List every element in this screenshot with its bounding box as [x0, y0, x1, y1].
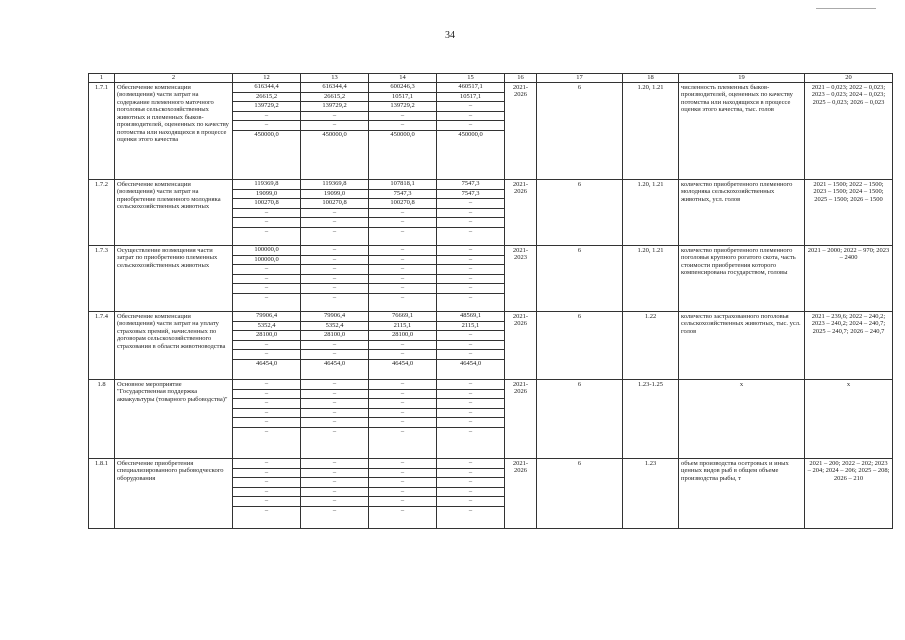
- value-line: –: [301, 209, 368, 219]
- value-line: 460517,1: [437, 83, 504, 93]
- value-line: –: [233, 469, 300, 479]
- value-stack: [233, 180, 300, 236]
- value-line: –: [400, 427, 405, 435]
- value-line: –: [233, 275, 300, 285]
- value-line: –: [369, 390, 436, 400]
- value-line: –: [233, 284, 300, 294]
- value-stack: [437, 180, 504, 236]
- value-line: –: [400, 227, 405, 235]
- value-cell: [369, 380, 437, 459]
- value-cell: [369, 312, 437, 380]
- row-id: 1.8.1: [89, 459, 115, 529]
- value-line: –: [468, 506, 473, 514]
- value-cell: [369, 246, 437, 312]
- value-stack: [369, 312, 436, 368]
- value-line: –: [369, 265, 436, 275]
- value-line: –: [437, 284, 504, 294]
- header-cell: 15: [437, 74, 505, 83]
- value-line: –: [233, 399, 300, 409]
- value-line: –: [468, 227, 473, 235]
- value-line: –: [437, 275, 504, 285]
- header-cell: 17: [537, 74, 623, 83]
- value-cell: [437, 246, 505, 312]
- value-line: 46454,0: [323, 359, 346, 367]
- value-line: –: [369, 246, 436, 256]
- row-id: 1.8: [89, 380, 115, 459]
- value-line: –: [301, 459, 368, 469]
- value-line: –: [369, 256, 436, 266]
- indicator-ref-cell: 1.20, 1.21: [623, 246, 679, 312]
- value-line: 10517,1: [369, 93, 436, 103]
- value-cell: [437, 459, 505, 529]
- value-line: 139729,2: [233, 102, 300, 112]
- value-line: –: [301, 409, 368, 419]
- row-name: Обеспечение компенсации (возмещения) части затрат на содержание племенного маточного поголовья сельскохозяйственных животных и племенных быков-производителей, оцененных по качеству потомства или находящихся в процессе оценки этого качества: [115, 83, 233, 180]
- value-line: 107818,1: [369, 180, 436, 190]
- value-line: 79906,4: [301, 312, 368, 322]
- value-line: –: [233, 390, 300, 400]
- value-line: –: [301, 121, 368, 131]
- value-line: 2115,1: [369, 322, 436, 332]
- value-line: 10517,1: [437, 93, 504, 103]
- page-number: 34: [445, 30, 455, 41]
- value-line: 46454,0: [459, 359, 482, 367]
- value-line: –: [437, 469, 504, 479]
- value-stack: [369, 180, 436, 236]
- value-stack: [233, 83, 300, 139]
- value-line: –: [437, 380, 504, 390]
- value-line: –: [437, 246, 504, 256]
- indicator-cell: численность племенных быков-производителей, оцененных по качеству потомства или находящихся в процессе оценки этого качества, тыс. голов: [679, 83, 805, 180]
- code-cell: 6: [537, 180, 623, 246]
- value-stack: [437, 246, 504, 302]
- value-line: –: [437, 390, 504, 400]
- value-line: 616344,4: [233, 83, 300, 93]
- value-line: 46454,0: [391, 359, 414, 367]
- value-line: –: [264, 506, 269, 514]
- value-line: 100270,8: [301, 199, 368, 209]
- row-id: 1.7.3: [89, 246, 115, 312]
- value-line: –: [369, 350, 436, 360]
- code-cell: 6: [537, 380, 623, 459]
- targets-cell: 2021 – 0,023; 2022 – 0,023; 2023 – 0,023; 2024 – 0,023; 2025 – 0,023; 2026 – 0,023: [805, 83, 893, 180]
- table-row: [89, 380, 893, 459]
- table-row: [89, 246, 893, 312]
- period-cell: 2021-2026: [505, 83, 537, 180]
- value-line: –: [369, 478, 436, 488]
- value-stack: [369, 246, 436, 302]
- indicator-cell: количество приобретенного племенного поголовья крупного рогатого скота, часть стоимости приобретения которого компенсирована государством, головы: [679, 246, 805, 312]
- indicator-cell: количество застрахованного поголовья сельскохозяйственных животных, тыс. усл. голов: [679, 312, 805, 380]
- row-id: 1.7.2: [89, 180, 115, 246]
- value-line: –: [233, 409, 300, 419]
- targets-cell: 2021 – 1500; 2022 – 1500; 2023 – 1500; 2024 – 1500; 2025 – 1500; 2026 – 1500: [805, 180, 893, 246]
- value-line: –: [468, 293, 473, 301]
- value-stack: [301, 180, 368, 236]
- value-line: –: [400, 293, 405, 301]
- row-name: Осуществление возмещения части затрат по приобретению племенных сельскохозяйственных животных: [115, 246, 233, 312]
- header-cell: 16: [505, 74, 537, 83]
- value-line: 450000,0: [322, 130, 347, 138]
- value-line: –: [369, 469, 436, 479]
- header-cell: 2: [115, 74, 233, 83]
- value-line: 139729,2: [301, 102, 368, 112]
- value-line: 450000,0: [254, 130, 279, 138]
- value-line: –: [369, 341, 436, 351]
- header-cell: 18: [623, 74, 679, 83]
- value-stack: [369, 380, 436, 436]
- value-line: –: [233, 380, 300, 390]
- value-line: –: [332, 506, 337, 514]
- value-stack: [437, 83, 504, 139]
- value-line: 19099,0: [233, 190, 300, 200]
- value-cell: [369, 83, 437, 180]
- value-cell: [301, 459, 369, 529]
- code-cell: 6: [537, 459, 623, 529]
- value-line: –: [437, 121, 504, 131]
- value-line: 100270,8: [233, 199, 300, 209]
- value-line: –: [369, 418, 436, 428]
- value-line: –: [369, 409, 436, 419]
- code-cell: 6: [537, 246, 623, 312]
- row-name: Обеспечение компенсации (возмещения) части затрат на приобретение племенного молодняка сельскохозяйственных животных: [115, 180, 233, 246]
- value-cell: [437, 180, 505, 246]
- value-line: –: [437, 199, 504, 209]
- value-line: 450000,0: [390, 130, 415, 138]
- targets-cell: х: [805, 380, 893, 459]
- period-cell: 2021-2026: [505, 459, 537, 529]
- value-line: 100270,8: [369, 199, 436, 209]
- period-cell: 2021-2026: [505, 312, 537, 380]
- value-cell: [233, 83, 301, 180]
- code-cell: 6: [537, 312, 623, 380]
- value-line: –: [301, 488, 368, 498]
- period-cell: 2021-2023: [505, 246, 537, 312]
- value-line: 79906,4: [233, 312, 300, 322]
- value-line: 26615,2: [233, 93, 300, 103]
- value-stack: [437, 380, 504, 436]
- value-line: 2115,1: [437, 322, 504, 332]
- header-cell: 14: [369, 74, 437, 83]
- indicator-cell: количество приобретенного племенного молодняка сельскохозяйственных животных, усл. голов: [679, 180, 805, 246]
- value-line: –: [437, 488, 504, 498]
- period-cell: 2021-2026: [505, 180, 537, 246]
- targets-cell: 2021 – 239,6; 2022 – 240,2; 2023 – 240,2; 2024 – 240,7; 2025 – 240,7; 2026 – 240,7: [805, 312, 893, 380]
- value-cell: [233, 459, 301, 529]
- value-line: –: [369, 459, 436, 469]
- value-line: 100000,0: [233, 246, 300, 256]
- value-cell: [233, 246, 301, 312]
- value-line: 600246,3: [369, 83, 436, 93]
- row-name: Обеспечение приобретения специализированного рыбоводческого оборудования: [115, 459, 233, 529]
- value-line: –: [301, 246, 368, 256]
- value-cell: [369, 459, 437, 529]
- value-cell: [437, 83, 505, 180]
- value-line: –: [437, 478, 504, 488]
- value-line: 7547,3: [369, 190, 436, 200]
- value-stack: [301, 459, 368, 515]
- targets-cell: 2021 – 2000; 2022 – 970; 2023 – 2400: [805, 246, 893, 312]
- value-line: –: [233, 418, 300, 428]
- value-line: 76669,1: [369, 312, 436, 322]
- value-stack: [301, 246, 368, 302]
- value-line: –: [437, 409, 504, 419]
- value-line: –: [437, 265, 504, 275]
- value-line: 100000,0: [233, 256, 300, 266]
- value-stack: [301, 312, 368, 368]
- value-stack: [233, 312, 300, 368]
- value-line: –: [233, 112, 300, 122]
- value-line: –: [301, 469, 368, 479]
- value-line: 450000,0: [458, 130, 483, 138]
- value-line: –: [437, 331, 504, 341]
- value-line: 139729,2: [369, 102, 436, 112]
- value-line: –: [369, 284, 436, 294]
- value-line: –: [332, 227, 337, 235]
- value-line: 5352,4: [301, 322, 368, 332]
- value-line: –: [301, 284, 368, 294]
- value-cell: [301, 246, 369, 312]
- value-line: –: [233, 265, 300, 275]
- value-line: –: [301, 256, 368, 266]
- row-name: Основное мероприятие "Государственная поддержка аквакультуры (товарного рыбоводства)": [115, 380, 233, 459]
- value-line: 26615,2: [301, 93, 368, 103]
- value-stack: [301, 380, 368, 436]
- value-line: 616344,4: [301, 83, 368, 93]
- value-stack: [233, 459, 300, 515]
- value-line: –: [233, 350, 300, 360]
- value-cell: [369, 180, 437, 246]
- value-line: –: [437, 209, 504, 219]
- row-id: 1.7.1: [89, 83, 115, 180]
- value-line: –: [301, 265, 368, 275]
- header-cell: 13: [301, 74, 369, 83]
- value-line: –: [468, 427, 473, 435]
- value-line: –: [369, 218, 436, 228]
- value-stack: [301, 83, 368, 139]
- value-line: –: [301, 390, 368, 400]
- row-id: 1.7.4: [89, 312, 115, 380]
- value-cell: [301, 380, 369, 459]
- value-stack: [369, 459, 436, 515]
- value-line: –: [301, 478, 368, 488]
- indicator-cell: объем производства осетровых и иных ценных видов рыб в общем объеме производства рыбы, т: [679, 459, 805, 529]
- value-cell: [301, 180, 369, 246]
- value-line: –: [233, 121, 300, 131]
- value-line: –: [264, 227, 269, 235]
- value-line: 7547,3: [437, 190, 504, 200]
- value-line: –: [369, 121, 436, 131]
- value-line: –: [369, 112, 436, 122]
- value-line: –: [400, 506, 405, 514]
- value-stack: [369, 83, 436, 139]
- value-line: 48569,1: [437, 312, 504, 322]
- value-line: 28100,0: [301, 331, 368, 341]
- value-line: –: [437, 102, 504, 112]
- value-line: –: [369, 209, 436, 219]
- value-line: –: [369, 275, 436, 285]
- value-line: –: [233, 478, 300, 488]
- table-row: [89, 180, 893, 246]
- value-line: –: [233, 341, 300, 351]
- indicator-ref-cell: 1.23-1.25: [623, 380, 679, 459]
- value-line: –: [301, 399, 368, 409]
- value-line: –: [301, 380, 368, 390]
- value-line: –: [437, 399, 504, 409]
- value-stack: [233, 380, 300, 436]
- value-line: 46454,0: [255, 359, 278, 367]
- value-cell: [301, 83, 369, 180]
- value-stack: [233, 246, 300, 302]
- indicator-ref-cell: 1.20, 1.21: [623, 180, 679, 246]
- indicator-ref-cell: 1.23: [623, 459, 679, 529]
- value-line: –: [301, 275, 368, 285]
- indicator-ref-cell: 1.22: [623, 312, 679, 380]
- value-line: –: [301, 350, 368, 360]
- value-cell: [437, 380, 505, 459]
- value-line: –: [233, 497, 300, 507]
- value-line: –: [233, 459, 300, 469]
- indicator-cell: х: [679, 380, 805, 459]
- table-row: [89, 312, 893, 380]
- targets-cell: 2021 – 200; 2022 – 202; 2023 – 204; 2024 – 206; 2025 – 208; 2026 – 210: [805, 459, 893, 529]
- header-cell: 20: [805, 74, 893, 83]
- value-line: 119369,8: [301, 180, 368, 190]
- value-line: –: [369, 488, 436, 498]
- value-line: –: [437, 341, 504, 351]
- value-line: –: [437, 112, 504, 122]
- value-line: –: [301, 497, 368, 507]
- value-line: –: [437, 218, 504, 228]
- value-line: 28100,0: [369, 331, 436, 341]
- header-cell: 12: [233, 74, 301, 83]
- value-stack: [437, 312, 504, 368]
- value-cell: [233, 380, 301, 459]
- header-cell: 19: [679, 74, 805, 83]
- value-line: –: [233, 488, 300, 498]
- value-line: 19099,0: [301, 190, 368, 200]
- value-line: –: [301, 218, 368, 228]
- table-row: [89, 83, 893, 180]
- value-line: –: [437, 459, 504, 469]
- header-row: [89, 74, 893, 83]
- value-line: –: [332, 293, 337, 301]
- top-rule: [816, 8, 876, 9]
- value-line: –: [437, 418, 504, 428]
- value-line: –: [369, 399, 436, 409]
- table-row: [89, 459, 893, 529]
- value-line: 7547,3: [437, 180, 504, 190]
- value-line: –: [233, 209, 300, 219]
- value-line: –: [437, 256, 504, 266]
- value-line: 119369,8: [233, 180, 300, 190]
- value-line: –: [369, 380, 436, 390]
- value-line: –: [301, 418, 368, 428]
- value-cell: [233, 312, 301, 380]
- indicator-ref-cell: 1.20, 1.21: [623, 83, 679, 180]
- value-cell: [301, 312, 369, 380]
- value-line: –: [437, 350, 504, 360]
- value-line: –: [264, 427, 269, 435]
- value-line: –: [301, 341, 368, 351]
- header-cell: 1: [89, 74, 115, 83]
- value-line: –: [301, 112, 368, 122]
- value-stack: [437, 459, 504, 515]
- program-table: [88, 73, 893, 529]
- value-line: –: [369, 497, 436, 507]
- value-cell: [437, 312, 505, 380]
- value-line: –: [233, 218, 300, 228]
- value-line: 5352,4: [233, 322, 300, 332]
- value-line: –: [264, 293, 269, 301]
- period-cell: 2021-2026: [505, 380, 537, 459]
- value-line: 28100,0: [233, 331, 300, 341]
- value-cell: [233, 180, 301, 246]
- row-name: Обеспечение компенсации (возмещения) части затрат на уплату страховых премий, начисленных по договорам сельскохозяйственного страхования в области животноводства: [115, 312, 233, 380]
- value-line: –: [437, 497, 504, 507]
- code-cell: 6: [537, 83, 623, 180]
- value-line: –: [332, 427, 337, 435]
